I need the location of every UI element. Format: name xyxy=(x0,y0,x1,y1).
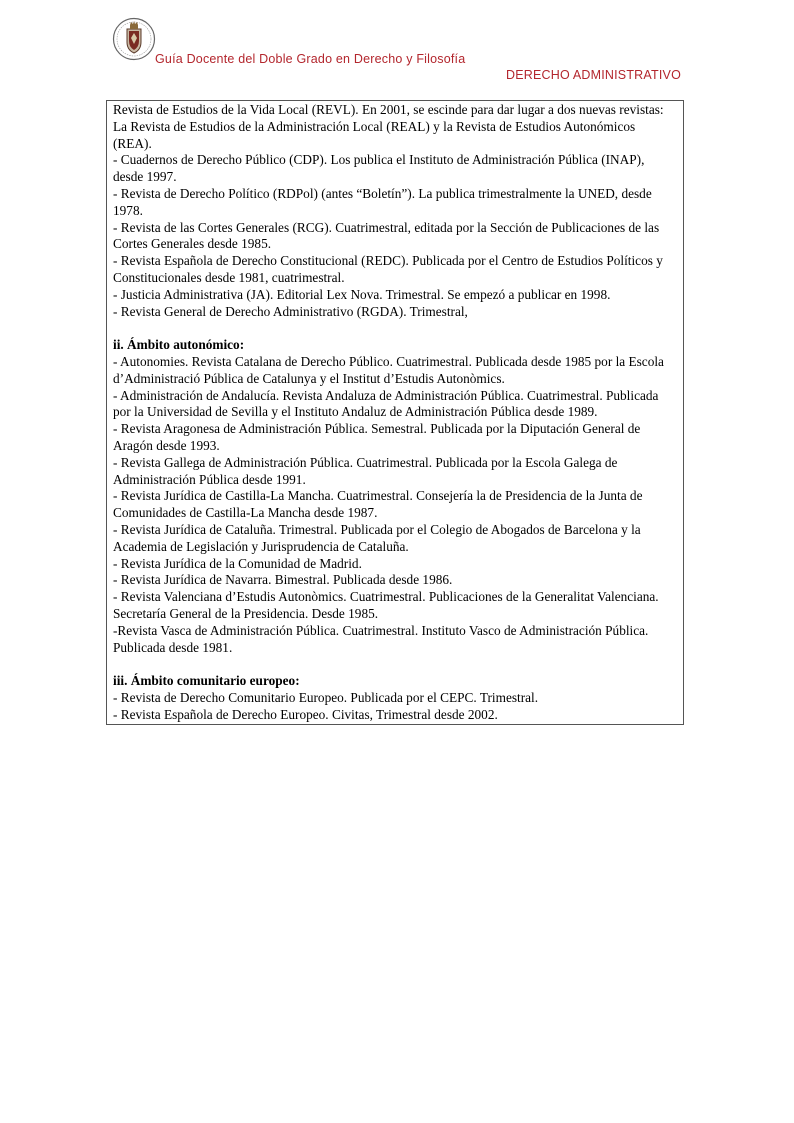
guide-title: Guía Docente del Doble Grado en Derecho y Filosofía xyxy=(155,52,466,66)
section-heading: ii. Ámbito autonómico: xyxy=(113,337,245,353)
list-item: - Revista Jurídica de la Comunidad de Madrid. xyxy=(113,555,362,571)
spacer xyxy=(113,320,677,337)
list-item: -Revista Vasca de Administración Pública. Cuatrimestral. Instituto Vasco de Administración Pública. Publicada desde 1981. xyxy=(113,622,649,655)
subject-title: DERECHO ADMINISTRATIVO xyxy=(505,68,681,82)
list-item: - Revista Gallega de Administración Pública. Cuatrimestral. Publicada por la Escola Galega de Administración Pública desde 1991. xyxy=(113,454,618,487)
list-item: - Revista de Derecho Comunitario Europeo. Publicada por el CEPC. Trimestral. xyxy=(113,689,539,705)
list-item: - Revista Jurídica de Navarra. Bimestral. Publicada desde 1986. xyxy=(113,572,453,588)
list-item: - Revista Jurídica de Castilla-La Mancha. Cuatrimestral. Consejería la de Presidencia de la Junta de Comunidades de Castilla-La Mancha desde 1987. xyxy=(113,488,643,521)
section-heading: iii. Ámbito comunitario europeo: xyxy=(113,673,300,689)
list-item: - Revista de Derecho Político (RDPol) (antes “Boletín”). La publica trimestralmente la UNED, desde 1978. xyxy=(113,185,652,218)
list-item: - Autonomies. Revista Catalana de Derecho Público. Cuatrimestral. Publicada desde 1985 por la Escola d’Administració Pública de Catalunya y el Institut d’Estudis Autonòmics. xyxy=(113,353,664,386)
list-item: - Revista Española de Derecho Constitucional (REDC). Publicada por el Centro de Estudios Políticos y Constitucionales desde 1981, cuatrimestral. xyxy=(113,253,663,285)
list-item: - Justicia Administrativa (JA). Editorial Lex Nova. Trimestral. Se empezó a publicar en 1998. xyxy=(113,286,611,302)
university-seal-logo xyxy=(112,17,156,61)
list-item: - Revista Valenciana d’Estudis Autonòmics. Cuatrimestral. Publicaciones de la Generalitat Valenciana. Secretaría General de la Presidencia. Desde 1985. xyxy=(113,589,659,621)
list-item: Revista de Estudios de la Vida Local (REVL). En 2001, se escinde para dar lugar a dos nuevas revistas: La Revista de Estudios de la Administración Local (REAL) y la Revista de Estudios Autonómicos (REA). xyxy=(113,102,664,151)
list-item: - Cuadernos de Derecho Público (CDP). Los publica el Instituto de Administración Pública (INAP), desde 1997. xyxy=(113,152,645,185)
list-item: - Administración de Andalucía. Revista Andaluza de Administración Pública. Cuatrimestral. Publicada por la Universidad de Sevilla y el Instituto Andaluz de Administración Pública desde 1989. xyxy=(113,387,659,420)
list-item: - Revista Aragonesa de Administración Pública. Semestral. Publicada por la Diputación General de Aragón desde 1993. xyxy=(113,421,641,453)
bibliography-box xyxy=(106,100,684,725)
list-item: - Revista General de Derecho Administrativo (RGDA). Trimestral, xyxy=(113,303,468,319)
list-item: - Revista Jurídica de Cataluña. Trimestral. Publicada por el Colegio de Abogados de Barcelona y la Academia de Legislación y Jurisprudencia de Cataluña. xyxy=(113,521,641,554)
list-item: - Revista de las Cortes Generales (RCG). Cuatrimestral, editada por la Sección de Publicaciones de las Cortes Generales desde 1985. xyxy=(113,219,660,252)
spacer xyxy=(113,656,677,673)
list-item: - Revista Española de Derecho Europeo. Civitas, Trimestral desde 2002. xyxy=(113,706,498,722)
